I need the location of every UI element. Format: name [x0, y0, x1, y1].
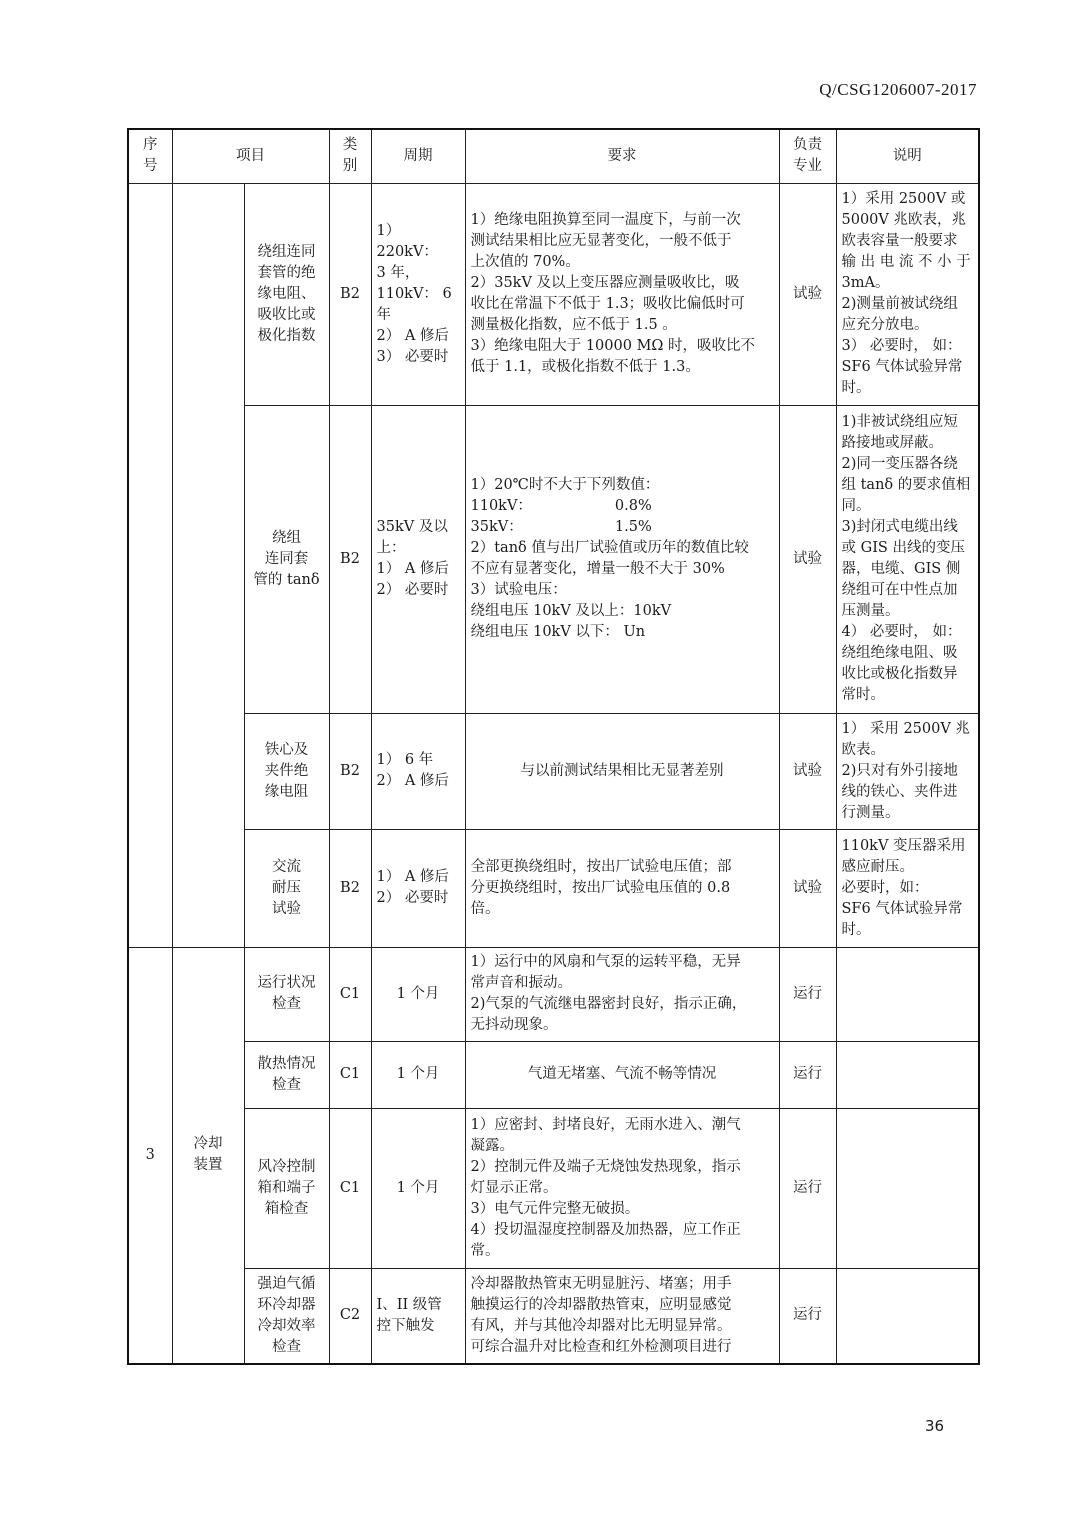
note-cell	[836, 1268, 979, 1364]
requirement-cell: 1）运行中的风扇和气泵的运转平稳，无异 常声音和振动。 2)气泵的气流继电器密封良好，指示正确， 无抖动现象。	[465, 947, 779, 1041]
table-row	[128, 829, 979, 947]
continued-seq-cell	[128, 183, 172, 947]
note-cell: 110kV 变压器采用 感应耐压。 必要时，如： SF6 气体试验异常 时。	[836, 829, 979, 947]
header-note: 说明	[836, 129, 979, 183]
sub-item: 交流 耐压 试验	[244, 829, 329, 947]
header-seq: 序 号	[128, 129, 172, 183]
table-row	[128, 1268, 979, 1364]
table-row	[128, 1108, 979, 1268]
sub-item: 散热情况 检查	[244, 1041, 329, 1108]
header-item: 项目	[172, 129, 329, 183]
sub-item: 绕组 连同套 管的 tanδ	[244, 405, 329, 713]
category-cell: B2	[329, 405, 371, 713]
table-row	[128, 713, 979, 829]
sub-item: 运行状况 检查	[244, 947, 329, 1041]
note-cell: 1） 采用 2500V 兆 欧表。 2)只对有外引接地 线的铁心、夹件进 行测量。	[836, 713, 979, 829]
responsible-cell: 运行	[779, 1041, 836, 1108]
document-code: Q/CSG1206007-2017	[819, 80, 977, 99]
cycle-cell: 1） A 修后 2） 必要时	[371, 829, 465, 947]
table-row	[128, 1041, 979, 1108]
header-requirement: 要求	[465, 129, 779, 183]
sub-item: 铁心及 夹件绝 缘电阻	[244, 713, 329, 829]
responsible-cell: 运行	[779, 1108, 836, 1268]
cycle-cell: 1 个月	[371, 947, 465, 1041]
cycle-cell: 35kV 及以 上： 1） A 修后 2） 必要时	[371, 405, 465, 713]
header-cycle: 周期	[371, 129, 465, 183]
responsible-cell: 试验	[779, 829, 836, 947]
group-seq-cell: 3	[128, 947, 172, 1364]
category-cell: C1	[329, 1108, 371, 1268]
maintenance-table	[127, 128, 980, 1365]
responsible-cell: 试验	[779, 405, 836, 713]
group-item-cell: 冷却 装置	[172, 947, 244, 1364]
requirement-cell: 冷却器散热管束无明显脏污、堵塞；用手 触摸运行的冷却器散热管束，应明显感觉 有风，并与其他冷却器对比无明显异常。 可综合温升对比检查和红外检测项目进行	[465, 1268, 779, 1364]
note-cell	[836, 1108, 979, 1268]
note-cell	[836, 1041, 979, 1108]
page-number: 36	[925, 1417, 945, 1435]
category-cell: C1	[329, 1041, 371, 1108]
sub-item: 强迫气循 环冷却器 冷却效率 检查	[244, 1268, 329, 1364]
requirement-cell: 与以前测试结果相比无显著差别	[465, 713, 779, 829]
note-cell	[836, 947, 979, 1041]
category-cell: C1	[329, 947, 371, 1041]
header-category: 类 别	[329, 129, 371, 183]
note-cell: 1）采用 2500V 或 5000V 兆欧表，兆 欧表容量一般要求 输 出 电 流 不 小 于 3mA。 2)测量前被试绕组 应充分放电。 3） 必要时， 如： SF6 气体试验异常 时。	[836, 183, 979, 405]
responsible-cell: 试验	[779, 183, 836, 405]
header-responsible: 负责 专业	[779, 129, 836, 183]
requirement-cell: 全部更换绕组时，按出厂试验电压值；部 分更换绕组时，按出厂试验电压值的 0.8 倍。	[465, 829, 779, 947]
table-row	[128, 405, 979, 713]
responsible-cell: 试验	[779, 713, 836, 829]
cycle-cell: 1 个月	[371, 1041, 465, 1108]
requirement-cell: 气道无堵塞、气流不畅等情况	[465, 1041, 779, 1108]
requirement-cell: 1）绝缘电阻换算至同一温度下，与前一次 测试结果相比应无显著变化，一般不低于 上次值的 70%。 2）35kV 及以上变压器应测量吸收比，吸 收比在常温下不低于 1.3；吸收比偏低时可 测量极化指数，应不低于 1.5 。 3）绝缘电阻大于 10000 MΩ 时，吸收比不 低于 1.1，或极化指数不低于 1.3。	[465, 183, 779, 405]
continued-item-cell	[172, 183, 244, 947]
cycle-cell: 1） 6 年 2） A 修后	[371, 713, 465, 829]
table-row	[128, 947, 979, 1041]
cycle-cell: 1 个月	[371, 1108, 465, 1268]
responsible-cell: 运行	[779, 947, 836, 1041]
table-header-row	[128, 129, 979, 183]
note-cell: 1)非被试绕组应短 路接地或屏蔽。 2)同一变压器各绕 组 tanδ 的要求值相 同。 3)封闭式电缆出线 或 GIS 出线的变压 器，电缆、GIS 侧 绕组可在中性点加 压测量。 4） 必要时， 如： 绕组绝缘电阻、吸 收比或极化指数异 常时。	[836, 405, 979, 713]
sub-item: 风冷控制 箱和端子 箱检查	[244, 1108, 329, 1268]
category-cell: B2	[329, 829, 371, 947]
table-row	[128, 183, 979, 405]
responsible-cell: 运行	[779, 1268, 836, 1364]
category-cell: C2	[329, 1268, 371, 1364]
requirement-cell: 1）应密封、封堵良好，无雨水进入、潮气 凝露。 2）控制元件及端子无烧蚀发热现象，指示 灯显示正常。 3）电气元件完整无破损。 4）投切温湿度控制器及加热器，应工作正 常。	[465, 1108, 779, 1268]
category-cell: B2	[329, 713, 371, 829]
requirement-cell: 1）20℃时不大于下列数值： 110kV： 0.8% 35kV： 1.5% 2）tanδ 值与出厂试验值或历年的数值比较 不应有显著变化，增量一般不大于 30% 3）试验电压： 绕组电压 10kV 及以上：10kV 绕组电压 10kV 以下： Un	[465, 405, 779, 713]
sub-item: 绕组连同 套管的绝 缘电阻、 吸收比或 极化指数	[244, 183, 329, 405]
category-cell: B2	[329, 183, 371, 405]
cycle-cell: I、II 级管 控下触发	[371, 1268, 465, 1364]
cycle-cell: 1）220kV： 3 年， 110kV： 6 年 2） A 修后 3） 必要时	[371, 183, 465, 405]
